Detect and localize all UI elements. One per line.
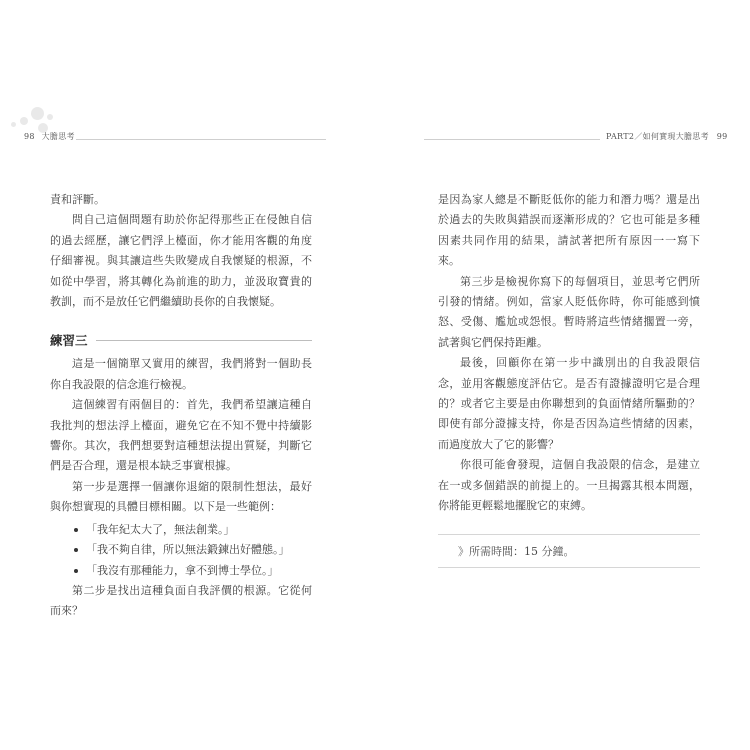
- list-item-text: 「我年紀太大了，無法創業。」: [86, 522, 235, 536]
- right-running-head: [606, 131, 728, 142]
- paragraph: 第二步是找出這種負面自我評價的根源。它從何而來？: [50, 583, 312, 618]
- bullet-icon: [74, 569, 78, 573]
- paragraph: 你很可能會發現，這個自我設限的信念，是建立在一或多個錯誤的前提上的。一旦揭露其根本問題，你將能更輕鬆地擺脫它的束縛。: [438, 458, 700, 513]
- right-running-title: PART2／如何實現大膽思考: [606, 132, 709, 141]
- list-item-text: 「我沒有那種能力，拿不到博士學位。」: [86, 563, 279, 577]
- paragraph: 最後，回顧你在第一步中識別出的自我設限信念，並用客觀態度評估它。是否有證據證明它是合理的？或者它主要是由你聯想到的負面情緒所驅動的？即使有部分證據支持，你是否因為這些情緒的因素，而過度放大了它的影響？: [438, 356, 700, 451]
- left-header-rule: [76, 139, 326, 140]
- bullet-icon: [74, 528, 78, 532]
- decorative-bubble: [20, 117, 28, 125]
- list-item: [50, 520, 312, 540]
- right-header-rule: [424, 139, 600, 140]
- list-item: [50, 561, 312, 581]
- time-required-box: [438, 534, 700, 568]
- section-rule: [96, 340, 312, 341]
- paragraph: 這是一個簡單又實用的練習，我們將對一個助長你自我設限的信念進行檢視。: [50, 357, 312, 391]
- time-required-text: 》所需時間：15 分鐘。: [458, 544, 575, 558]
- section-title: 練習三: [50, 333, 88, 349]
- decorative-bubble: [47, 114, 53, 120]
- left-page-number: 98: [24, 132, 35, 141]
- left-page-body: [50, 190, 312, 622]
- paragraph: 責和評斷。: [50, 193, 105, 206]
- left-running-head: [24, 131, 75, 142]
- right-page-number: 99: [716, 132, 728, 141]
- bullet-icon: [74, 548, 78, 552]
- paragraph: 這個練習有兩個目的：首先，我們希望讓這種自我批判的想法浮上檯面，避免它在不知不覺中持續影響你。其次，我們想要對這種想法提出質疑，判斷它們是否合理，還是根本缺乏事實根據。: [50, 398, 312, 473]
- example-list: [50, 520, 312, 581]
- paragraph: 第一步是選擇一個讓你退縮的限制性想法，最好與你想實現的具體目標相關。以下是一些範例：: [50, 479, 312, 514]
- paragraph: 是因為家人總是不斷貶低你的能力和潛力嗎？還是出於過去的失敗與錯誤而逐漸形成的？它也可能是多種因素共同作用的結果，請試著把所有原因一一寫下來。: [438, 193, 700, 268]
- list-item-text: 「我不夠自律，所以無法鍛鍊出好體態。」: [86, 543, 290, 557]
- list-item: [50, 540, 312, 560]
- decorative-bubble: [31, 107, 44, 120]
- paragraph: 問自己這個問題有助於你記得那些正在侵蝕自信的過去經歷，讓它們浮上檯面，你才能用客觀的角度仔細審視。與其讓這些失敗變成自我懷疑的根源，不如從中學習，將其轉化為前進的助力，並汲取寶貴的教訓，而不是放任它們繼續助長你的自我懷疑。: [50, 213, 312, 309]
- left-running-title: 大膽思考: [41, 132, 75, 141]
- decorative-bubble: [11, 122, 16, 127]
- paragraph: 第三步是檢視你寫下的每個項目，並思考它們所引發的情緒。例如，當家人貶低你時，你可能感到憤怒、受傷、尷尬或怨恨。暫時將這些情緒擱置一旁，試著與它們保持距離。: [438, 274, 700, 349]
- section-heading: [50, 331, 312, 349]
- right-page-body: [438, 190, 700, 568]
